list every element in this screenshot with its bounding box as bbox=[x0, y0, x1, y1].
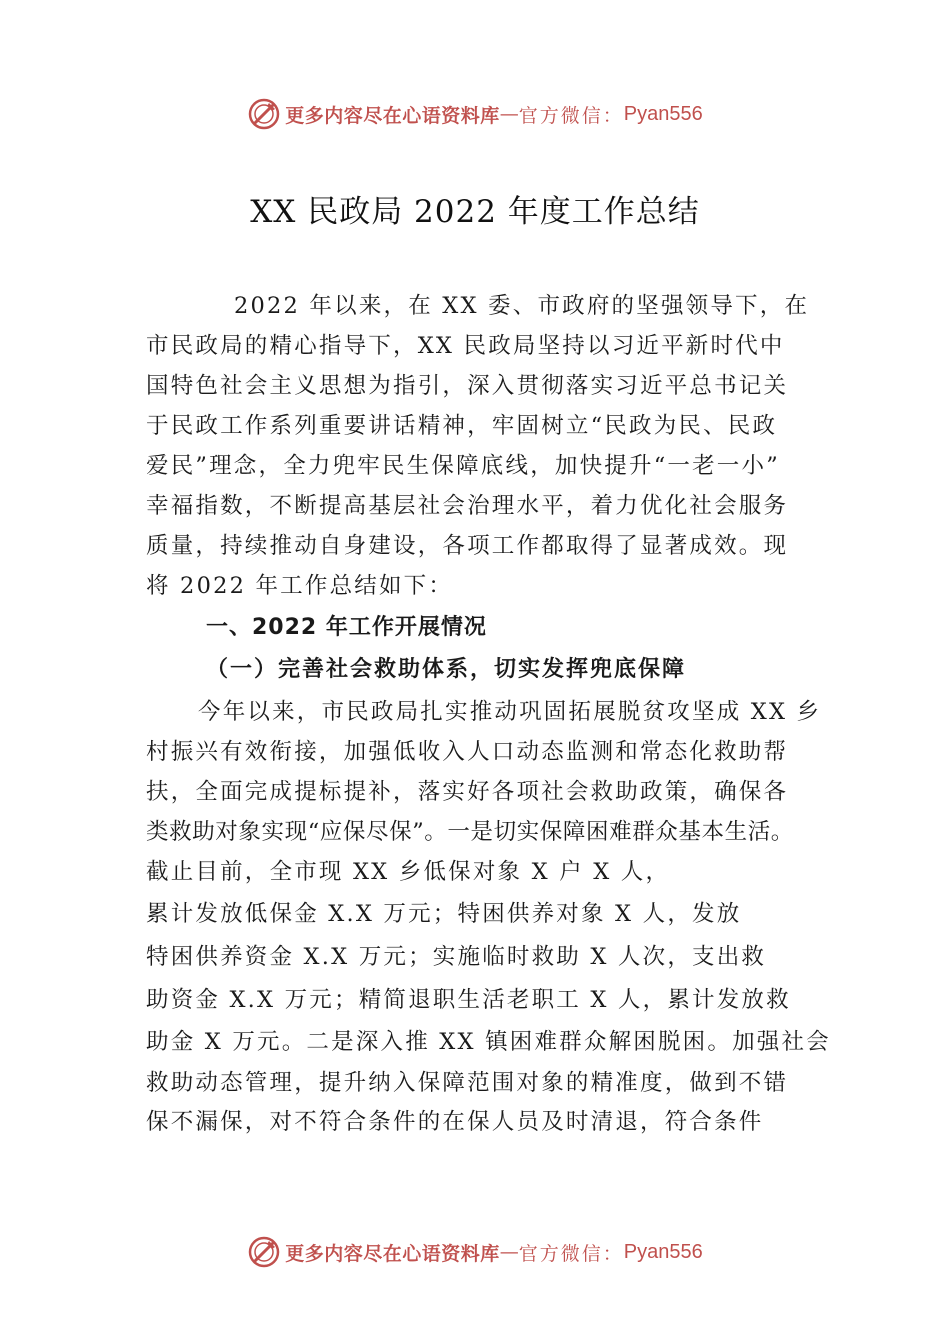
paragraph-line: 救助动态管理，提升纳入保障范围对象的精准度，做到不错 bbox=[146, 1070, 789, 1096]
banner-wechat-id: Pyan556 bbox=[623, 1240, 703, 1263]
paragraph-line: 村振兴有效衔接，加强低收入人口动态监测和常态化救助帮 bbox=[146, 739, 789, 765]
logo-icon bbox=[247, 1235, 281, 1269]
banner-text: 更多内容尽在心语资料库 bbox=[285, 1242, 500, 1265]
paragraph-line: 保不漏保，对不符合条件的在保人员及时清退，符合条件 bbox=[146, 1109, 764, 1135]
paragraph-line: 于民政工作系列重要讲话精神，牢固树立“民政为民、民政 bbox=[146, 413, 778, 439]
paragraph-line: 爱民”理念，全力兜牢民生保障底线，加快提升“一老一小” bbox=[146, 453, 780, 479]
logo-icon bbox=[247, 97, 281, 131]
paragraph-line: 质量，持续推动自身建设，各项工作都取得了显著成效。现 bbox=[146, 533, 789, 559]
paragraph-line: 助金 X 万元。二是深入推 XX 镇困难群众解困脱困。加强社会 bbox=[146, 1029, 831, 1055]
paragraph-line: 市民政局的精心指导下，XX 民政局坚持以习近平新时代中 bbox=[146, 333, 785, 359]
banner-separator: — bbox=[499, 103, 519, 125]
paragraph-line: 截止目前，全市现 XX 乡低保对象 X 户 X 人， bbox=[146, 859, 671, 885]
subsection-heading: （一）完善社会救助体系，切实发挥兜底保障 bbox=[206, 656, 687, 682]
banner-text: 更多内容尽在心语资料库 bbox=[285, 104, 500, 127]
paragraph-line: 幸福指数，不断提高基层社会治理水平，着力优化社会服务 bbox=[146, 493, 789, 519]
paragraph-line: 国特色社会主义思想为指引，深入贯彻落实习近平总书记关 bbox=[146, 373, 789, 399]
footer-banner bbox=[0, 1232, 950, 1272]
banner-wechat-label: 官方微信： bbox=[518, 1242, 624, 1265]
header-banner bbox=[0, 94, 950, 134]
banner-wechat-id: Pyan556 bbox=[623, 102, 703, 125]
paragraph-line: 将 2022 年工作总结如下： bbox=[146, 573, 454, 599]
banner-wechat-label: 官方微信： bbox=[518, 104, 624, 127]
paragraph-line: 助资金 X.X 万元；精简退职生活老职工 X 人，累计发放救 bbox=[146, 987, 791, 1013]
banner-separator: — bbox=[499, 1241, 519, 1263]
paragraph-line: 2022 年以来，在 XX 委、市政府的坚强领导下，在 bbox=[234, 293, 810, 319]
paragraph-line: 今年以来，市民政局扎实推动巩固拓展脱贫攻坚成 XX 乡 bbox=[198, 699, 822, 725]
document-title: XX 民政局 2022 年度工作总结 bbox=[250, 194, 700, 230]
paragraph-line: 类救助对象实现“应保尽保”。一是切实保障困难群众基本生活。 bbox=[146, 819, 794, 845]
paragraph-line: 扶，全面完成提标提补，落实好各项社会救助政策，确保各 bbox=[146, 779, 789, 805]
section-heading: 一、2022 年工作开展情况 bbox=[206, 615, 487, 640]
paragraph-line: 累计发放低保金 X.X 万元；特困供养对象 X 人，发放 bbox=[146, 901, 742, 927]
paragraph-line: 特困供养资金 X.X 万元；实施临时救助 X 人次，支出救 bbox=[146, 944, 767, 970]
